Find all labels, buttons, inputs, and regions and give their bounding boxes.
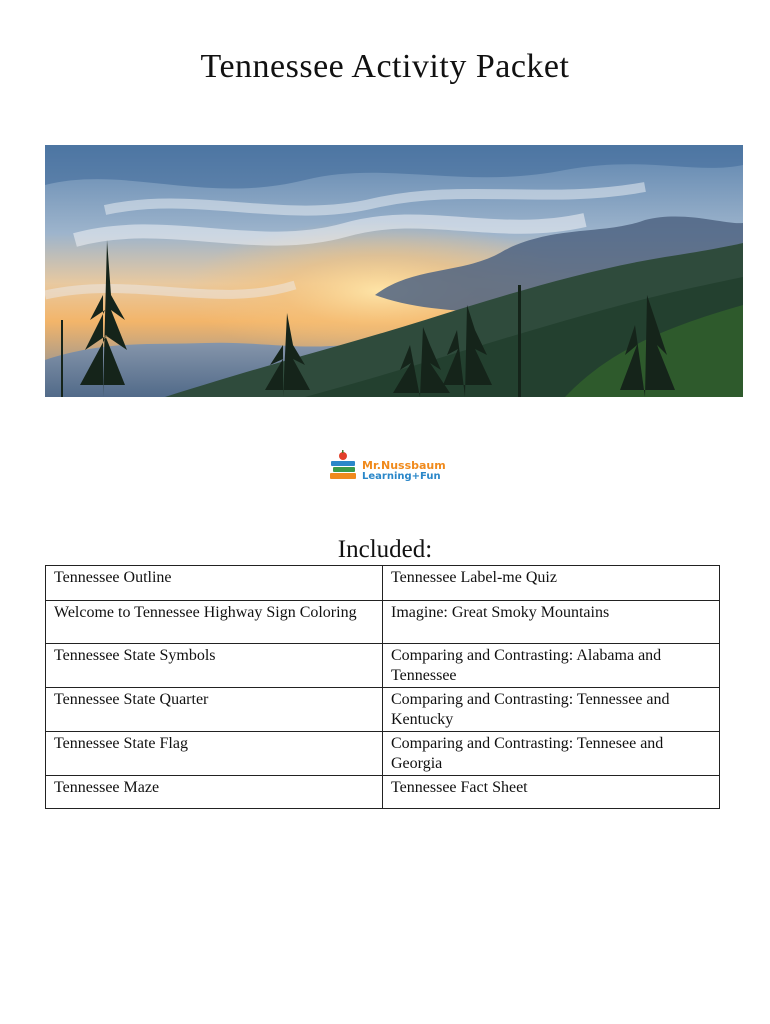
table-cell: Welcome to Tennessee Highway Sign Coloring xyxy=(46,601,383,644)
logo-line-1: Mr.Nussbaum xyxy=(362,459,446,472)
table-cell: Tennessee Label-me Quiz xyxy=(383,566,720,601)
logo-line-2: Learning+Fun xyxy=(362,471,441,482)
table-cell: Tennessee State Symbols xyxy=(46,644,383,688)
page-title: Tennessee Activity Packet xyxy=(200,48,570,85)
table-cell: Comparing and Contrasting: Alabama and Tennessee xyxy=(383,644,720,688)
books-apple-icon xyxy=(328,449,358,485)
table-cell: Comparing and Contrasting: Tennesee and Georgia xyxy=(383,732,720,776)
table-row xyxy=(46,566,720,601)
table-cell: Tennessee Fact Sheet xyxy=(383,776,720,809)
table-row xyxy=(46,644,720,688)
included-heading: Included: xyxy=(337,536,433,563)
table-cell: Tennessee State Quarter xyxy=(46,688,383,732)
table-cell: Tennessee Outline xyxy=(46,566,383,601)
table-row xyxy=(46,732,720,776)
table-row xyxy=(46,776,720,809)
table-row xyxy=(46,601,720,644)
table-cell: Tennessee State Flag xyxy=(46,732,383,776)
table-cell: Imagine: Great Smoky Mountains xyxy=(383,601,720,644)
mountain-sunset-photo xyxy=(45,145,743,397)
table-cell: Tennessee Maze xyxy=(46,776,383,809)
included-table xyxy=(45,565,720,809)
table-row xyxy=(46,688,720,732)
mr-nussbaum-logo xyxy=(328,449,444,485)
table-cell: Comparing and Contrasting: Tennessee and Kentucky xyxy=(383,688,720,732)
